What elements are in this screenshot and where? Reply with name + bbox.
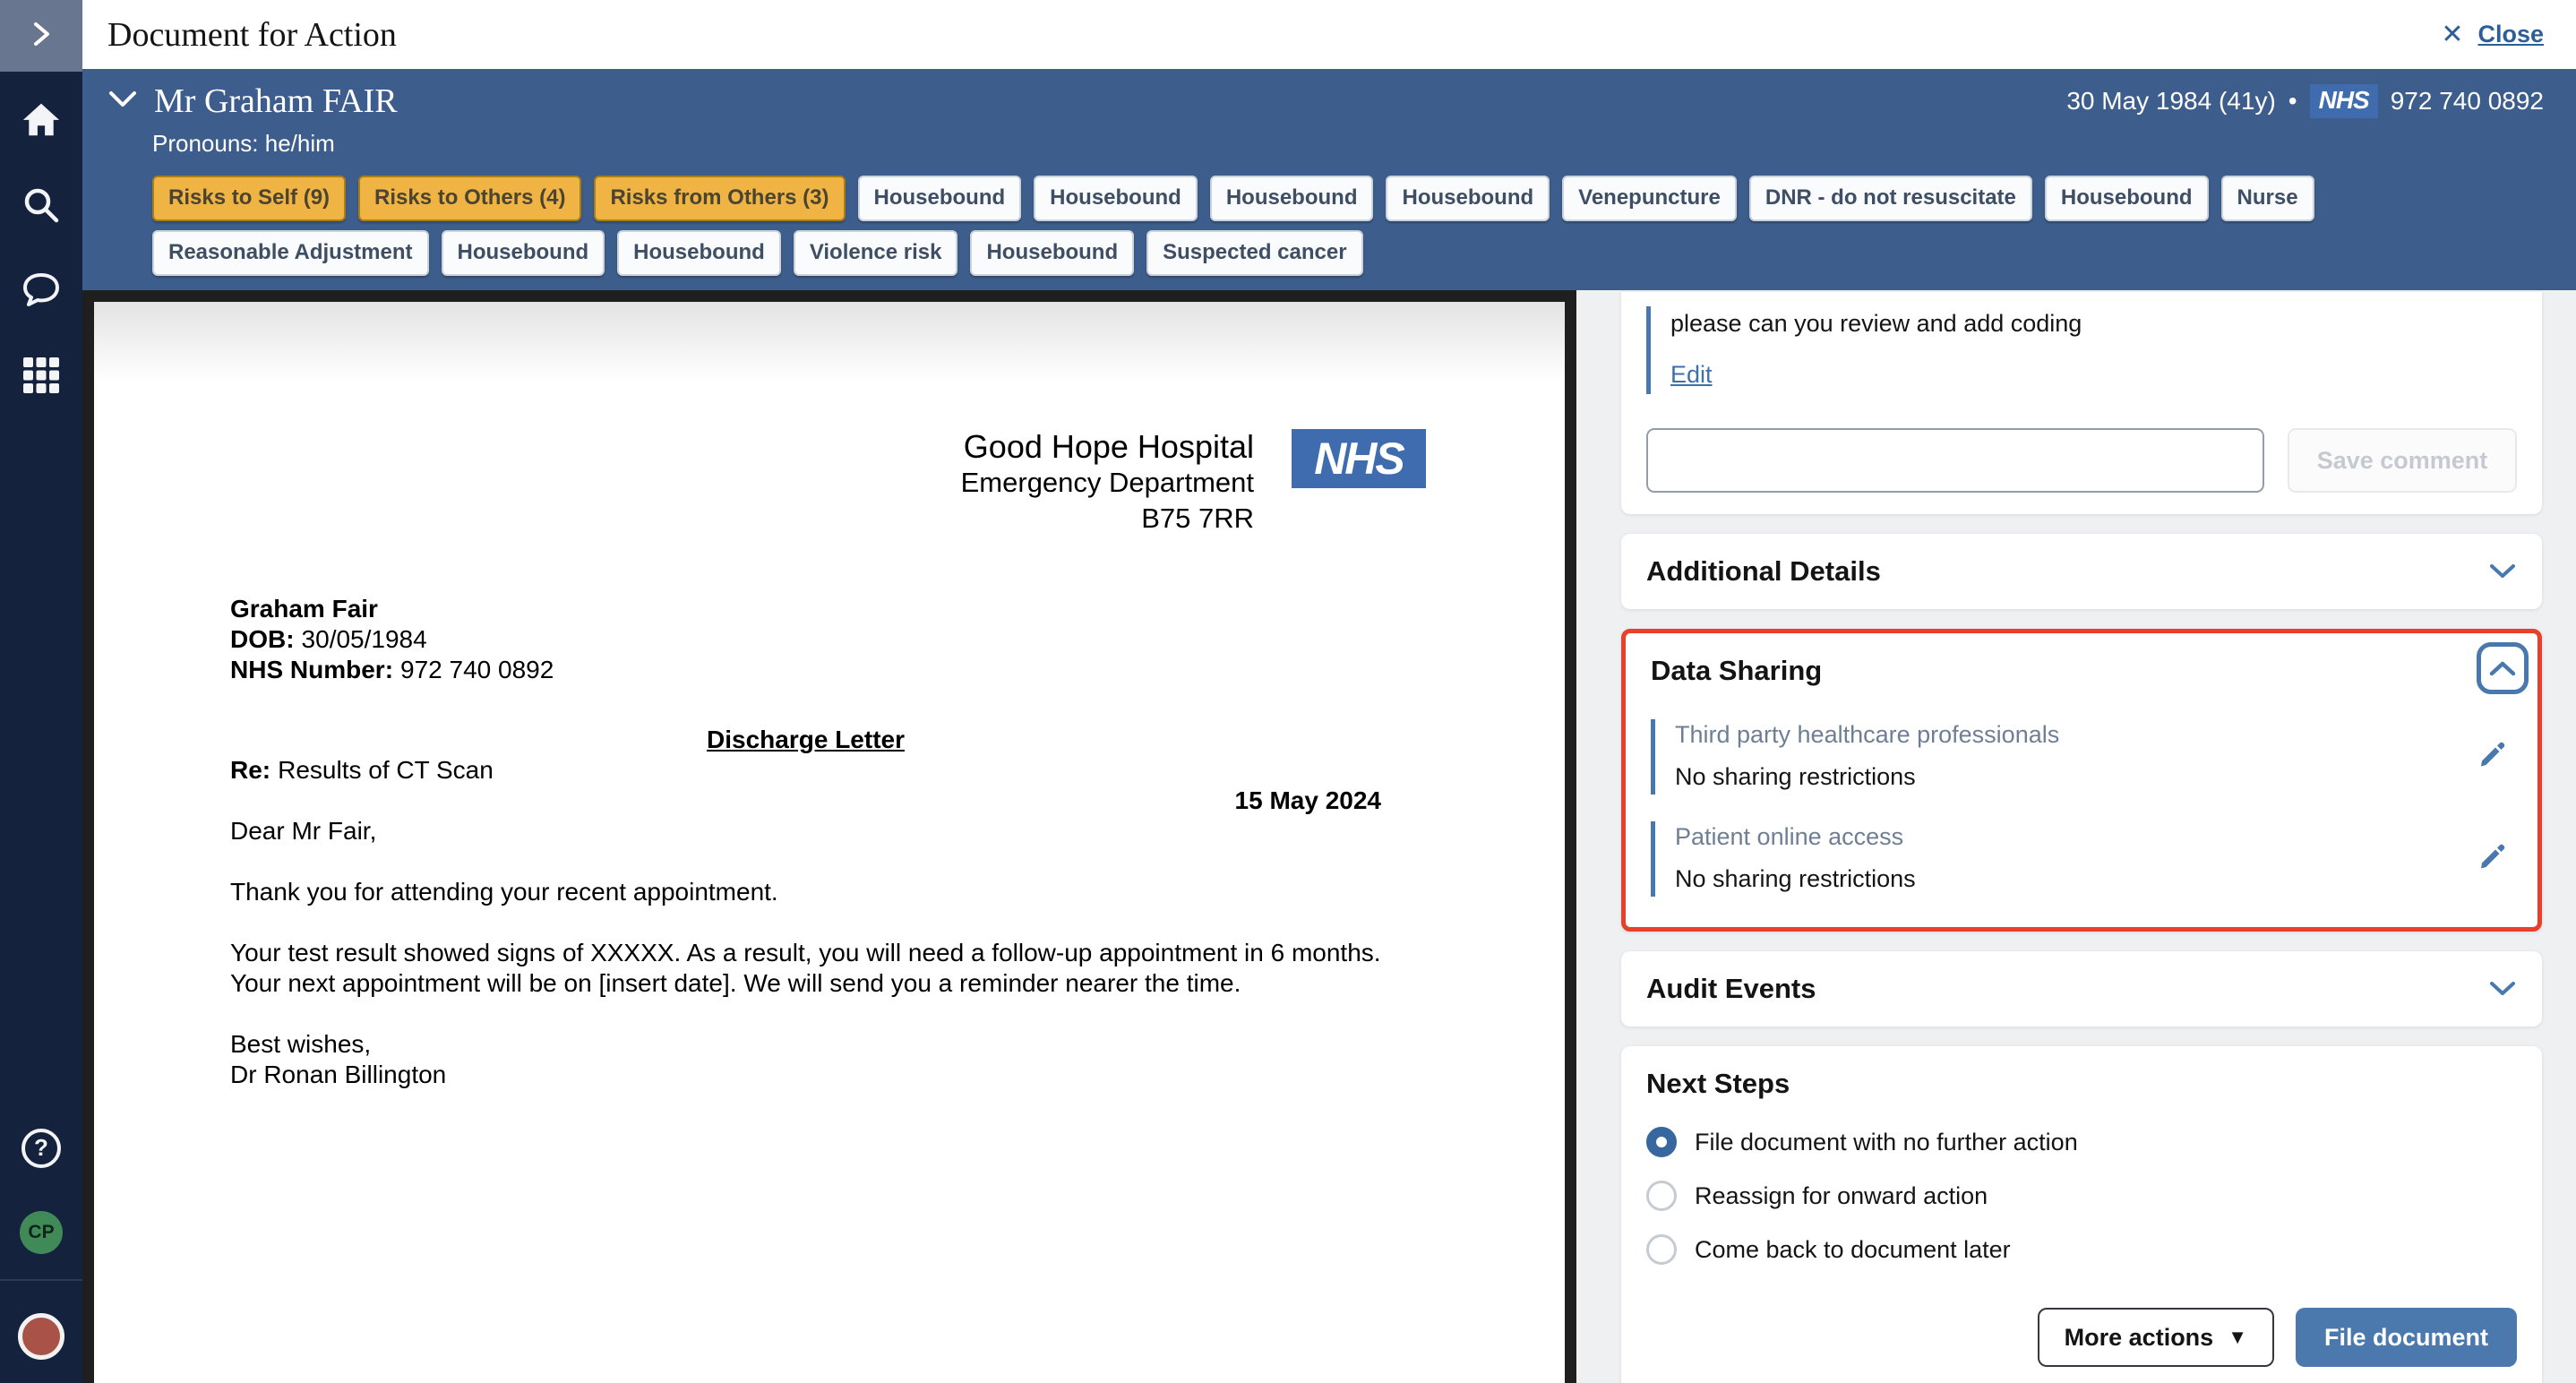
patient-nhs-number: 972 740 0892 <box>2390 87 2544 115</box>
radio-option[interactable] <box>1646 1181 2517 1211</box>
caret-down-icon: ▼ <box>2228 1326 2247 1348</box>
radio-button[interactable] <box>1646 1181 1677 1211</box>
letter-patient-details <box>230 594 1381 685</box>
sidebar-item-messages[interactable] <box>0 271 82 314</box>
letter-patient-name: Graham Fair <box>230 595 378 623</box>
help-icon <box>20 1127 63 1174</box>
nhs-number-label: NHS Number: <box>230 656 394 683</box>
sidebar-item-help[interactable] <box>0 1127 82 1174</box>
nhs-badge: NHS <box>2310 84 2378 118</box>
side-panel <box>1576 290 2576 1383</box>
alert-tag[interactable]: Housebound <box>617 230 781 276</box>
audit-events-card <box>1621 951 2542 1027</box>
alert-tag[interactable]: Risks to Self (9) <box>152 176 346 221</box>
document-page <box>94 302 1565 1383</box>
nhs-logo: NHS <box>1292 429 1426 488</box>
avatar: CP <box>20 1211 63 1254</box>
patient-demographics <box>2066 84 2544 118</box>
hospital-postcode: B75 7RR <box>1141 503 1254 534</box>
additional-details-expand-button[interactable] <box>2488 563 2517 580</box>
alert-tag[interactable]: Reasonable Adjustment <box>152 230 429 276</box>
alert-tag[interactable]: Housebound <box>1034 176 1198 221</box>
comment-card <box>1621 292 2542 514</box>
alert-tag[interactable]: Housebound <box>970 230 1134 276</box>
radio-option-label: File document with no further action <box>1695 1128 2078 1155</box>
data-sharing-item-label: Third party healthcare professionals <box>1675 721 2060 748</box>
left-sidebar <box>0 0 82 1383</box>
next-steps-options <box>1646 1127 2517 1265</box>
data-sharing-item-value: No sharing restrictions <box>1675 865 1916 892</box>
save-comment-button[interactable]: Save comment <box>2288 428 2517 493</box>
page-title: Document for Action <box>107 15 397 54</box>
svg-text:?: ? <box>34 1134 48 1161</box>
alert-tag-row-1 <box>152 176 2544 221</box>
re-value: Results of CT Scan <box>278 756 494 784</box>
data-sharing-item-label: Patient online access <box>1675 823 1904 850</box>
edit-pencil-icon[interactable] <box>2477 842 2507 877</box>
comment-input[interactable] <box>1646 428 2264 493</box>
letter-paragraph: Thank you for attending your recent appointment. <box>230 878 778 906</box>
chevron-up-icon <box>2489 660 2516 677</box>
radio-button[interactable] <box>1646 1127 1677 1157</box>
alert-tag[interactable]: Housebound <box>1210 176 1374 221</box>
letter-signature: Dr Ronan Billington <box>230 1061 447 1088</box>
alert-tag[interactable]: Risks from Others (3) <box>594 176 845 221</box>
letter-salutation: Dear Mr Fair, <box>230 817 377 845</box>
radio-option-label: Reassign for onward action <box>1695 1181 1988 1209</box>
radio-button[interactable] <box>1646 1234 1677 1265</box>
letter-date: 15 May 2024 <box>1234 786 1381 814</box>
alert-tag[interactable]: Violence risk <box>794 230 958 276</box>
top-bar <box>82 0 2576 69</box>
alert-tag-row-2 <box>152 230 2544 276</box>
close-button[interactable]: Close <box>2477 21 2544 47</box>
alert-tag[interactable]: Venepuncture <box>1562 176 1737 221</box>
more-actions-label: More actions <box>2064 1323 2214 1351</box>
alert-tag[interactable]: DNR - do not resuscitate <box>1749 176 2032 221</box>
comment-quote <box>1646 306 2517 394</box>
data-sharing-card <box>1621 629 2542 932</box>
sidebar-item-home[interactable] <box>0 100 82 142</box>
home-icon <box>21 100 61 142</box>
sidebar-user-avatar[interactable] <box>0 1211 82 1254</box>
sidebar-divider <box>0 1279 82 1281</box>
edit-pencil-icon[interactable] <box>2477 740 2507 775</box>
alert-tag[interactable]: Risks to Others (4) <box>358 176 581 221</box>
edit-comment-link[interactable]: Edit <box>1670 361 1713 388</box>
discharge-letter <box>94 302 1565 1090</box>
chat-bubble-icon <box>21 271 62 314</box>
record-dot-icon <box>18 1313 64 1360</box>
letter-paragraph: Your test result showed signs of XXXXX. As a result, you will need a follow-up appointment in 6 months. Your next appointment will be on [insert date]. We will send you a reminder nearer the time. <box>230 939 1381 997</box>
more-actions-button[interactable] <box>2038 1308 2274 1367</box>
sidebar-item-apps[interactable] <box>0 356 82 399</box>
data-sharing-item <box>1651 719 2512 795</box>
content-split <box>82 290 2576 1383</box>
patient-name: Mr Graham FAIR <box>154 82 398 120</box>
separator-dot: • <box>2288 87 2297 115</box>
alert-tag[interactable]: Nurse <box>2221 176 2314 221</box>
close-control <box>2441 21 2544 48</box>
chevron-right-icon <box>28 19 55 54</box>
dob-label: DOB: <box>230 625 295 653</box>
data-sharing-item <box>1651 821 2512 897</box>
document-viewer <box>82 290 1576 1383</box>
letter-header <box>230 429 1426 537</box>
alert-tag[interactable]: Housebound <box>858 176 1022 221</box>
sidebar-expand-button[interactable] <box>0 0 82 72</box>
comment-text: please can you review and add coding <box>1670 310 2082 337</box>
data-sharing-item-value: No sharing restrictions <box>1675 763 1916 790</box>
sidebar-item-search[interactable] <box>0 185 82 229</box>
alert-tag[interactable]: Suspected cancer <box>1146 230 1362 276</box>
patient-dob: 30 May 1984 (41y) <box>2066 87 2276 115</box>
radio-option[interactable] <box>1646 1234 2517 1265</box>
chevron-down-icon <box>2488 563 2517 580</box>
patient-pronouns: Pronouns: he/him <box>152 130 335 157</box>
grid-apps-icon <box>22 356 60 399</box>
patient-banner <box>82 69 2576 290</box>
hospital-department: Emergency Department <box>960 467 1254 498</box>
data-sharing-title: Data Sharing <box>1651 655 1823 686</box>
sidebar-record-indicator[interactable] <box>0 1313 82 1360</box>
letter-re-line <box>230 755 1381 786</box>
re-label: Re: <box>230 756 271 784</box>
radio-option[interactable] <box>1646 1127 2517 1157</box>
close-icon[interactable]: ✕ <box>2441 19 2464 49</box>
next-steps-card <box>1621 1046 2542 1383</box>
additional-details-card <box>1621 534 2542 609</box>
radio-option-label: Come back to document later <box>1695 1235 2011 1263</box>
alert-tags <box>152 176 2544 276</box>
audit-events-expand-button[interactable] <box>2488 980 2517 998</box>
letter-signoff: Best wishes, <box>230 1030 372 1058</box>
file-document-button[interactable]: File document <box>2296 1308 2517 1367</box>
alert-tag[interactable]: Housebound <box>442 230 605 276</box>
hospital-name: Good Hope Hospital <box>963 428 1254 465</box>
next-steps-title: Next Steps <box>1646 1068 1790 1099</box>
alert-tag[interactable]: Housebound <box>1386 176 1550 221</box>
chevron-down-icon <box>2488 980 2517 998</box>
data-sharing-collapse-button[interactable] <box>2477 642 2529 694</box>
letter-title: Discharge Letter <box>707 726 905 753</box>
nhs-number-value: 972 740 0892 <box>400 656 554 683</box>
additional-details-title: Additional Details <box>1646 555 1881 587</box>
search-icon <box>21 185 61 229</box>
alert-tag[interactable]: Housebound <box>2045 176 2209 221</box>
dob-value: 30/05/1984 <box>301 625 427 653</box>
main-column <box>82 0 2576 1383</box>
audit-events-title: Audit Events <box>1646 973 1816 1004</box>
patient-expand-chevron-icon[interactable] <box>107 90 138 114</box>
